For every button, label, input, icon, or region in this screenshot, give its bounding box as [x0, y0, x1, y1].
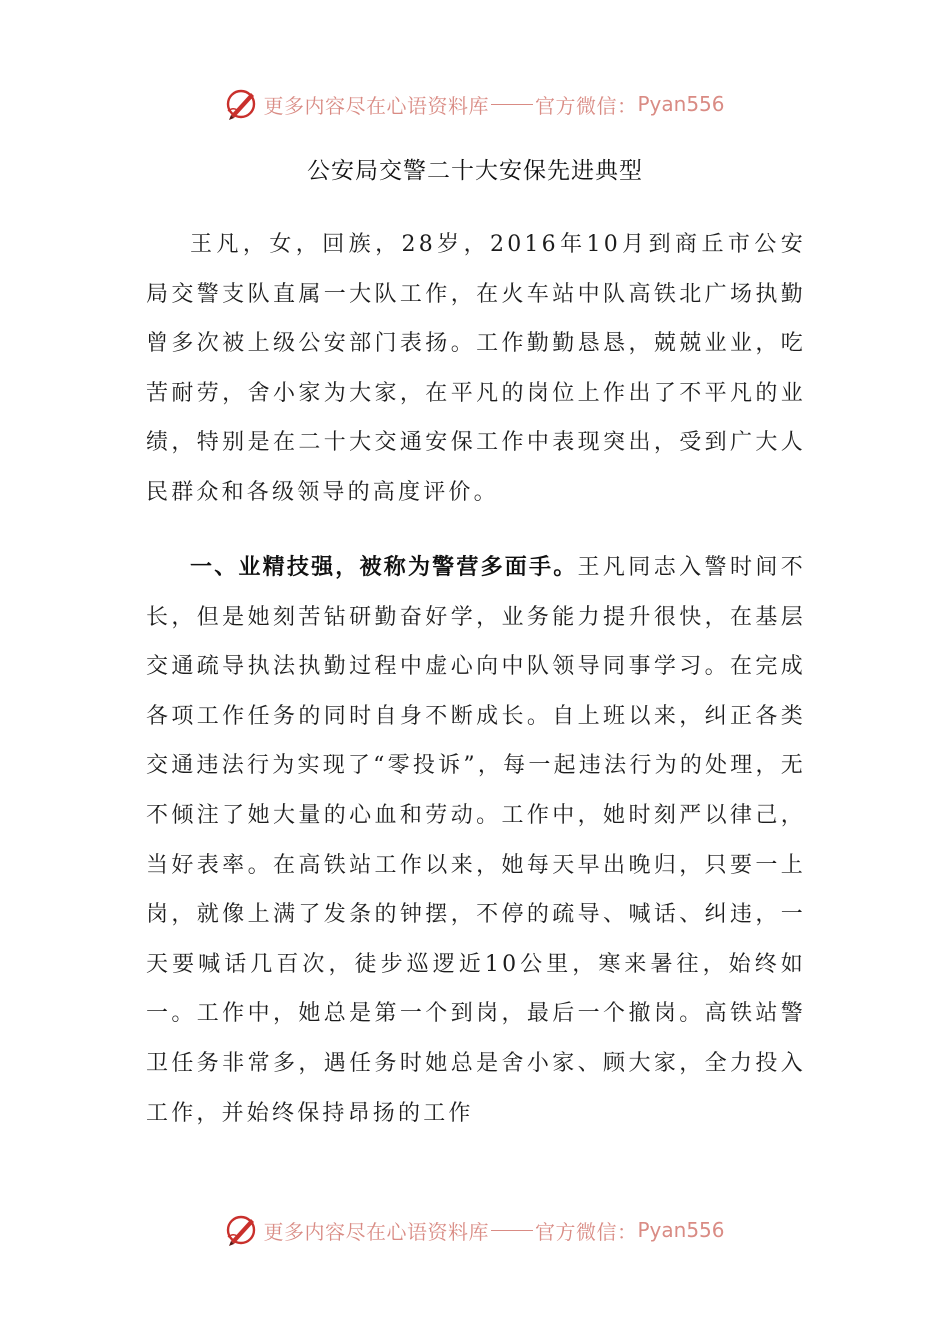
banner-text: 更多内容尽在心语资料库: [263, 1219, 489, 1244]
document-title: 公安局交警二十大安保先进典型: [307, 158, 643, 184]
banner-wechat-label: 官方微信：: [534, 93, 638, 118]
section-heading: 一、业精技强，被称为警营多面手。: [190, 555, 578, 580]
intro-paragraph: 王凡，女，回族，28岁，2016年10月到商丘市公安局交警支队直属一大队工作，在火车站中队高铁北广场执勤曾多次被上级公安部门表扬。工作勤勤恳恳，兢兢业业，吃苦耐劳，舍小家为大家，在平凡的岗位上作出了不平凡的业绩，特别是在二十大交通安保工作中表现突出，受到广大人民群众和各级领导的高度评价。: [146, 232, 806, 505]
section-paragraph: [146, 543, 806, 1138]
banner-dash: [491, 104, 533, 105]
pen-circle-icon: [225, 1213, 259, 1247]
section-body: 王凡同志入警时间不长，但是她刻苦钻研勤奋好学，业务能力提升很快，在基层交通疏导执法执勤过程中虚心向中队领导同事学习。在完成各项工作任务的同时自身不断成长。自上班以来，纠正各类交通违法行为实现了“零投诉”，每一起违法行为的处理，无不倾注了她大量的心血和劳动。工作中，她时刻严以律己，当好表率。在高铁站工作以来，她每天早出晚归，只要一上岗，就像上满了发条的钟摆，不停的疏导、喊话、纠违，一天要喊话几百次，徒步巡逻近10公里，寒来暑往，始终如一。工作中，她总是第一个到岗，最后一个撤岗。高铁站警卫任务非常多，遇任务时她总是舍小家、顾大家，全力投入工作，并始终保持昂扬的工作: [146, 555, 806, 1126]
banner-wechat-id: Pyan556: [637, 92, 725, 116]
header-banner: [0, 84, 950, 124]
banner-wechat-id: Pyan556: [637, 1218, 725, 1242]
banner-text: 更多内容尽在心语资料库: [263, 93, 489, 118]
footer-banner: [0, 1210, 950, 1250]
banner-dash: [491, 1230, 533, 1231]
banner-wechat-label: 官方微信：: [534, 1219, 638, 1244]
pen-circle-icon: [225, 87, 259, 121]
